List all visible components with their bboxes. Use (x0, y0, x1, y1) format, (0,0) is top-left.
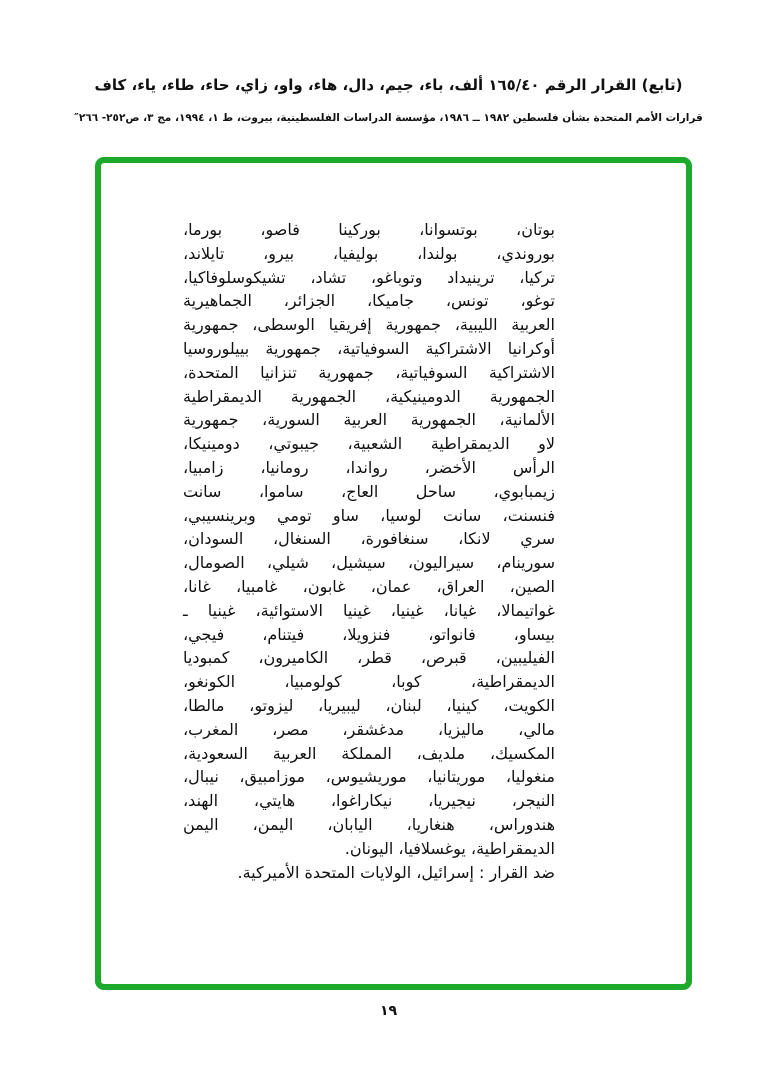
body-line: سورينام، سيراليون، سيشيل، شيلي، الصومال، (183, 553, 555, 573)
body-line: مالي، ماليزيا، مدغشقر، مصر، المغرب، (183, 719, 555, 739)
body-line: الألمانية، الجمهورية العربية السورية، جمهورية (183, 410, 555, 430)
body-line: الديمقراطية، يوغسلافيا، اليونان. (344, 838, 555, 858)
body-line: بيساو، فانواتو، فنزويلا، فيتنام، فيجي، (183, 624, 555, 644)
body-line: تركيا، ترينيداد وتوباغو، تشاد، تشيكوسلوفاكيا، (183, 267, 555, 287)
body-line: غواتيمالا، غيانا، غينيا، غينيا الاستوائية، غينيا ـ (183, 600, 555, 620)
body-line: بوروندي، بولندا، بوليفيا، بيرو، تايلاند، (183, 243, 555, 263)
source-citation: قرارات الأمم المتحدة بشأن فلسطين ١٩٨٢ ــ ١٩٨٦، مؤسسة الدراسات الفلسطينية، بيروت، ط ١، ١٩٩٤، مج ٣، ص٢٥٢- ٢٦٦″ (74, 112, 703, 124)
body-line: الجمهورية الدومينيكية، الجمهورية الديمقراطية (183, 386, 555, 406)
body-line: النيجر، نيجيريا، نيكاراغوا، هايتي، الهند، (183, 791, 555, 811)
body-line: لاو الديمقراطية الشعبية، جيبوتي، دومينيكا، (183, 434, 555, 454)
body-line: الفيليبين، قبرص، قطر، الكاميرون، كمبوديا (183, 648, 555, 668)
body-line: توغو، تونس، جاميكا، الجزائر، الجماهيرية (183, 291, 555, 311)
body-line: العربية الليبية، جمهورية إفريقيا الوسطى، جمهورية (183, 315, 555, 335)
country-list (183, 218, 555, 861)
body-line: الكويت، كينيا، لبنان، ليبيريا، ليزوتو، مالطا، (183, 695, 555, 715)
body-line: هندوراس، هنغاريا، اليابان، اليمن، اليمن (183, 814, 555, 834)
page-number: ١٩ (379, 1003, 398, 1019)
body-line: بوتان، بوتسوانا، بوركينا فاصو، بورما، (183, 220, 555, 239)
body-line: الاشتراكية السوفياتية، جمهورية تنزانيا المتحدة، (183, 362, 555, 382)
against-resolution-line: ضد القرار : إسرائيل، الولايات المتحدة الأميركية. (237, 863, 555, 882)
body-line: الصين، العراق، عمان، غابون، غامبيا، غانا، (183, 576, 555, 596)
body-line: أوكرانيا الاشتراكية السوفياتية، جمهورية بييلوروسيا (183, 338, 555, 358)
body-line: الرأس الأخضر، رواندا، رومانيا، زامبيا، (183, 457, 555, 477)
body-line: فنسنت، سانت لوسيا، ساو تومي وبرينسيبي، (183, 505, 555, 525)
body-line: منغوليا، موريتانيا، موريشيوس، موزامبيق، نيبال، (183, 767, 555, 787)
body-line: الديمقراطية، كوبا، كولومبيا، الكونغو، (183, 672, 555, 692)
resolution-title: (تابع) القرار الرقم ١٦٥/٤٠ ألف، باء، جيم، دال، هاء، واو، زاي، حاء، طاء، ياء، كاف (94, 76, 683, 94)
body-line: المكسيك، ملديف، المملكة العربية السعودية، (183, 743, 555, 763)
body-line: زيمبابوي، ساحل العاج، ساموا، سانت (183, 481, 555, 501)
body-line: سري لانكا، سنغافورة، السنغال، السودان، (183, 529, 555, 549)
